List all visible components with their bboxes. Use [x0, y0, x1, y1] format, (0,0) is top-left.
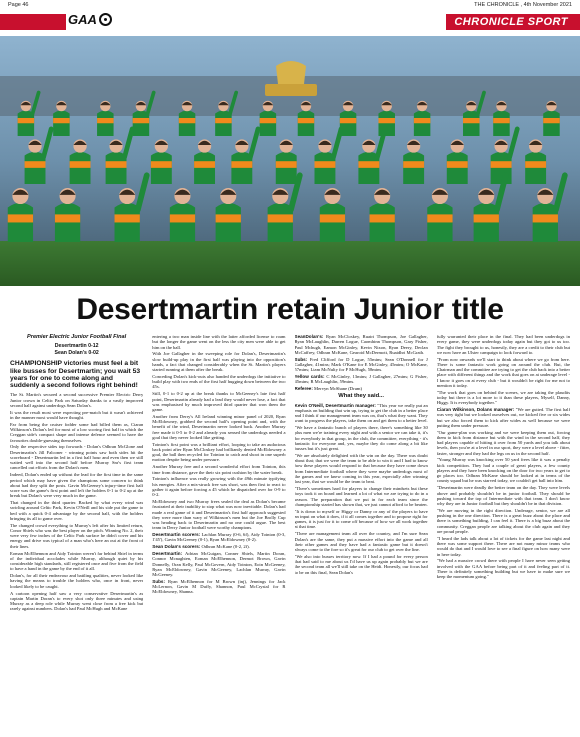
quote-paragraph	[437, 536, 570, 557]
quote-text: "I heard the lads talk about a lot of tickets for the game last night and there was some support there. There are not many minor teams who would do that and I would love to see a final figure on how many were in here today.	[436, 535, 570, 557]
team-celebration-photo	[0, 36, 580, 286]
article-headline: Desertmartin retain Junior title	[76, 293, 504, 326]
paragraph: Indeed, Dolan's ended up without the lead for the first time in the same period which may have given the champions some concern to think about had they split the posts. Gavin McGeeney's injury-time first half score was the game's first point and left the holders 0-1 to 0-2 up at the break but Dolan's were very much in the game.	[10, 472, 144, 499]
paragraph: Still, 0-1 to 0-2 up at the break thanks to McGeeney's late first half point, Desertmartin already had a lead they would never lose, a fact that was emphasised by much improved third quarter that won them the game.	[152, 391, 286, 413]
paragraph: Eoman McElhennon and Aidy Tointon weren't far behind Shiel in terms of the individual accolades while Murray, although quiet by his considerable high standards, still registered once and five from the field to have a hand in the game by the end of it all.	[10, 550, 144, 572]
quote-text: "The work that goes on behind the scenes, we are taking the plaudits today but there is a lot more to it than these players, Myself, Danny, Higgy. It is everybody together."	[436, 389, 570, 406]
paragraph: Dolan's, for all their endeavour and battling qualities, never looked like having the means to trouble the holders who, once in front, never looked likely to be caught.	[10, 573, 144, 589]
label: SeanDolan's:	[294, 334, 324, 339]
quote-text: "We had a massive crowd there with people I have never seen getting involved with the GAA before being part of it and feeling part of it. There is definitely something building but we have to make sure we keep the momentum going."	[436, 558, 570, 580]
quote-paragraph	[295, 554, 428, 575]
value: Fred Clifford for D Logue, 55mins; Sean O'Donnell for J Gallagher, 41mins; Mark O'Kane for E McGinley, 45mins; O McKane, 57mins; Liam McNulty for P McHugh, 58mins.	[294, 356, 428, 373]
value: Adrian McGuigan, Conner Shiels, Martin Doran, Connor Mcnaghten, Eoman McElhennon, Dermot Brown, Gavin Donnelly, Oran Kelly, Paul McGovern, Aidy Tointon, Eoin McGeeney, Ryan McEldowney, Gavin McGeeney, Lachlan Murray, Gavin McGeeney.	[152, 551, 286, 578]
paragraph: entering a two man inside line with the latter afforded license to roam but the longer the game went on the less the city men were able to get him on the ball.	[152, 334, 286, 350]
label: Subs:	[294, 356, 308, 362]
paragraph: McEldowney and two Murray frees sealed the deal as Dolan's became frustrated at their inability to stop what was now inevitable. Dolan's had made a real game of it and Desertmartin's first half approach suggested they were more than wary of Wilkinson's men but the Joe Brolly Cup was heading back to Desertmartin and no one could argue. The best team in Derry Junior football were worthy champions.	[152, 499, 286, 531]
quote-text: "There are management team all over the country, and I'm sure Sean Dolan's are the same, they put a massive effort into the game and all their other games and they have had a fantastic game but it doesn't always come to the fore so it's great for our club to get over the line.	[294, 531, 428, 552]
paragraph: Far from being the cruiser fodder some had billed them as, Ciaran Wilkinson's Dolan's led for most of a low scoring first half in which the Creggan side's compact shape and intense defence seemed to have the favourites double-guessing themselves.	[10, 421, 144, 443]
quote-text: "We are moving in the right direction. Underage, senior, we are all pushing in the one direction. There is a great buzz about the place and there is something building, I can feel it. There is a big buzz about the community. Creggan people are talking about the club again and they are proud people.	[436, 507, 570, 534]
desertmartin-team	[152, 551, 285, 577]
paragraph: Tointon's influence was really growing with the 49th minute typifying his energies. After a mis-struck free was short, was then first to react to gather it again before forcing a 45 which he dispatched over for 0-9 to 0-2.	[152, 476, 286, 498]
paragraph: With Joe Gallagher in the sweeping role for Dolan's, Desertmartin's slow build-up play in the first half was playing into the opposition's hands, a fact that changed considerably when the St. Martin's players started running at them after the break.	[152, 351, 286, 373]
speaker: Ciaran Wilkinson, Dolans manager:	[436, 407, 515, 413]
chronicle-sport-label: CHRONICLE SPORT	[454, 16, 568, 28]
value: C McGinley, 13mins; J Gallagher, 27mins; G Fisher, 45mins; R McLaughlin, 59mins.	[294, 373, 428, 385]
label: Desertmartin:	[152, 551, 183, 557]
quote-text: fully warranted their place in the final. They had been underdogs in every game, they were underdogs today again but they got to us too. The fight they brought to us, honestly, they are a credit to their club but we now have an Ulster campaign to look forward to.	[436, 334, 570, 355]
speaker: Kevin O'Neill, Desertmartin manager:	[294, 402, 376, 408]
quote-text: "It is down to myself or Higgy or Danny or any of the players to have an input on what it does, if it all comes together and to propose right for games, it is just for it to come off because of how we all work together at that time.	[294, 508, 428, 530]
referee	[295, 386, 428, 391]
quote-paragraph	[437, 390, 570, 406]
article-lede: CHAMPIONSHIP victories must feel a bit like busses for Desertmartin; you wait 53 years for one to come along and suddenly a second follows right behind!	[10, 360, 141, 390]
paragraph: Another Murray free and a second wonderful effort from Tointon, this time from distance, gave the their six point cushion by the water break.	[152, 464, 286, 475]
section-bar	[0, 10, 580, 34]
desertmartin-subs	[152, 579, 285, 595]
page-header	[8, 2, 572, 10]
quote-paragraph	[295, 453, 428, 485]
label: Sean Dolan's scorers:	[152, 544, 201, 550]
yellow-cards	[295, 374, 428, 385]
quote-paragraph	[437, 485, 570, 506]
column-1	[10, 334, 143, 734]
quote-paragraph	[295, 425, 428, 451]
paragraph: Another from Derry's All Ireland winning minor panel of 2020, Ryan McEldowney, grabbed the second half's opening point and, with the benefit of the wind, Desertmartin never looked back. Another Murray free made it 0-5 to 0-2 and already you sensed the underdogs needed a goal that they never looked like getting.	[152, 413, 286, 440]
photo-illustration	[0, 36, 580, 286]
paragraph: The changed crowd everything to Murray's left after his limited return, Conor Shiels who was the best player on the pitch. Winning No. 2, their were very few inches of the Celtic Park surface he didn't cover and his energy and drive was typical of a man who's here an out at the front of their lines.	[10, 522, 144, 549]
label: Referee:	[294, 386, 313, 392]
gaa-logo	[66, 12, 136, 31]
value: Ryan McElhennon for M Brown (inj), Jennings for Jack McLernon, Gavin M Duffy, Shannon, Paul McCrystal for R McEldowney, Shanna.	[152, 578, 286, 595]
score-line-1: Desertmartin 0-12	[54, 343, 99, 350]
quote-paragraph	[437, 508, 570, 534]
label: Subs:	[152, 578, 166, 584]
article-kicker: Premier Electric Junior Football Final	[27, 334, 127, 340]
value: Ryan McCloskey, Ruairi Thompson, Joe Gallagher, Ryan McLaughlin, Darren Logue, Caomhinn Thompson, Gary Fisher, Paul Mchugh, Eamon McGinley, Kevin Nixon, Ryan Deery, Declan McCaffrey, Odhran McKane, Gearoid McDermott, Ruaidhri McGrath.	[294, 334, 428, 355]
value: Lachlan Murray (0-6, 6f), Aidy Tointon (0-3, 1'45'), Gavin McGeeney (0-1), Ryan McEldowney (0-2).	[152, 532, 286, 543]
masthead: THE CHRONICLE , 4th November 2021	[474, 2, 572, 8]
quote-text: "We are absolutely delighted with the win on the day. There was doubt about that; that we were the team to be able to win it and I had to know how these players would respond to that because they have come down from Intermediate football where they were maybe underdogs most of the games and we knew coming in this year, especially after winning last year, that we would be the team to beat.	[294, 452, 428, 485]
quote-paragraph	[295, 509, 428, 530]
quote-paragraph	[437, 407, 570, 428]
paragraph: Conceding Dolan's kick-outs also handed the underdogs the initiative to build play with two ends of the first half hugging down between the two 45s.	[152, 373, 286, 390]
quote-paragraph	[437, 357, 570, 389]
value: Odhran McKane (0-2, 2f).	[201, 544, 250, 550]
quote-paragraph	[437, 558, 570, 579]
quote-text: "Young Murray was knocking over 50 yard frees like it was a penalty kick competition. They had a couple of great players, a few county players and they have been knocking on the door for two years to get to go places too. Odhran McKane should be looked at in terms of the county squad but he was starved today, we couldn't get ball into him.	[436, 457, 570, 484]
label: Desertmartin scorers:	[152, 532, 201, 538]
paragraph: The St. Martin's secured a second successive Premier Electric Derry Junior crown in Celtic Park on Saturday thanks to a vastly improved second half against underdogs Sean Dolan's.	[10, 392, 144, 408]
quote-paragraph	[437, 457, 570, 483]
paragraph: Only the respective sides top forwards - Dolan's Odhran McGlone and Desertmartin's Jill Falconer - winning points saw both sides hit the scoreboard - Desertmartin led in a first half hour and even then we still waited well into the second half before Murray Snr's first team cancelled out efforts from the Dolan's men.	[10, 444, 144, 471]
quote-paragraph	[437, 334, 570, 355]
column-2	[152, 334, 285, 734]
what-they-said-heading: What they said...	[338, 393, 384, 400]
quote-text: "We are gutted. The first half was very tight but we looked ourselves out, we kicked five or six wides but we also forced them to kick after wides as well because we were putting them under pressure.	[436, 407, 570, 428]
quote-text: "We have a fantastic bunch of players there, there's something like 30 plus men we're training every night and with a senior we can take it, it's for everybody in that group, in the club, the committee, everything - it's fantastic for everyone and, yes, maybe they do come along a bit like busses but it's just great.	[294, 425, 428, 452]
quote-paragraph	[295, 403, 428, 424]
paragraph: A cartoon opening half saw a very conservative Desertmartin's as captain Martin Doran's to every shot only three minutes and using Murray as a deep role while Murray went close from a free kick but rarely against numbers. Dolan's had Paul McHugh and McKane	[10, 590, 144, 612]
column-3	[295, 334, 428, 734]
sean-dolans-team	[295, 334, 428, 355]
label: Yellow cards:	[294, 373, 325, 379]
score-line-2: Sean Dolan's 0-02	[54, 349, 99, 356]
quote-paragraph	[295, 486, 428, 507]
quote-text: "Desertmartin were deadly the better team on the day. They were levels above and probably shouldn't be in junior football. They should be pushing toward the top of Intermediate with that team. I don't know why they are in Junior football but they shouldn't be in that division.	[436, 485, 570, 507]
quote-text: "Our game-plan was working and we were keeping them out, forcing them to kick from distance but with the wind in the second half, they had players capable of hitting it over from 50 yards and you talk about levels, then you're at a level in our sport, they were a level above - fitter, faster, stronger and they had the legs on us in the second half.	[436, 429, 570, 456]
quote-text: "We also into busses territory now. If I had a pound for every person that had said to me about us I'd have us up again probably but we are the second team all we'll still take on the Heidi. Honestly, our focus had to be on this final, Sean Dolan's	[294, 553, 428, 575]
page-number: Page 46	[8, 2, 29, 8]
article-body	[10, 334, 570, 734]
quote-text: "From now onwards we'll start to think about where we go from here. There is some fantastic work going on around the club. But, the Chairman and the committee are trying to get the club back into a better place with different things and the work that goes on at underage level - I know it goes on at every club - but it wouldn't be right for me not to mention it today.	[436, 356, 570, 388]
desertmartin-scorers	[152, 532, 285, 543]
paragraph: Tointon's first point was a brilliant effort, looping to take an audacious back point after Ryan McCloskey had brilliantly denied McEldowney a goal, the ball then recycled for Tointon to catch and shoot in one superb motion despite being under pressure.	[152, 441, 286, 463]
quote-paragraph	[295, 531, 428, 552]
quote-text: "There's sometimes hard for players to change their mindsets but these boys took it on board and learned a lot of what we are trying to do in a season. The preparation that we put in for each team since the championship started has shown that, we just cannot afford to be beaten.	[294, 486, 428, 507]
sean-dolans-scorers	[152, 544, 285, 549]
paragraph: It was the result most were expecting pre-match but it wasn't achieved in the manner most would have thought.	[10, 409, 144, 420]
paragraph: That changed in the third quarter. Backed by what every wind was swirling around Celtic Park, Kevin O'Neill and his side put the game to bed with a quick 0-4 advantage by the second half, with the holders bringing its all to game over.	[10, 500, 144, 521]
gaa-crest-icon	[99, 13, 112, 26]
column-4	[437, 334, 570, 734]
sean-dolans-subs	[295, 357, 428, 373]
value: Mervyn McShane (Drum)	[314, 386, 363, 392]
quote-text: "This year we really put an emphasis on building that win up, trying to get the club in a better place and I think if our management team was on, that's what they want. They want to progress the players, take them on and get them to a better level.	[294, 402, 428, 424]
quote-paragraph	[437, 430, 570, 456]
gaa-label: GAA	[68, 12, 97, 27]
